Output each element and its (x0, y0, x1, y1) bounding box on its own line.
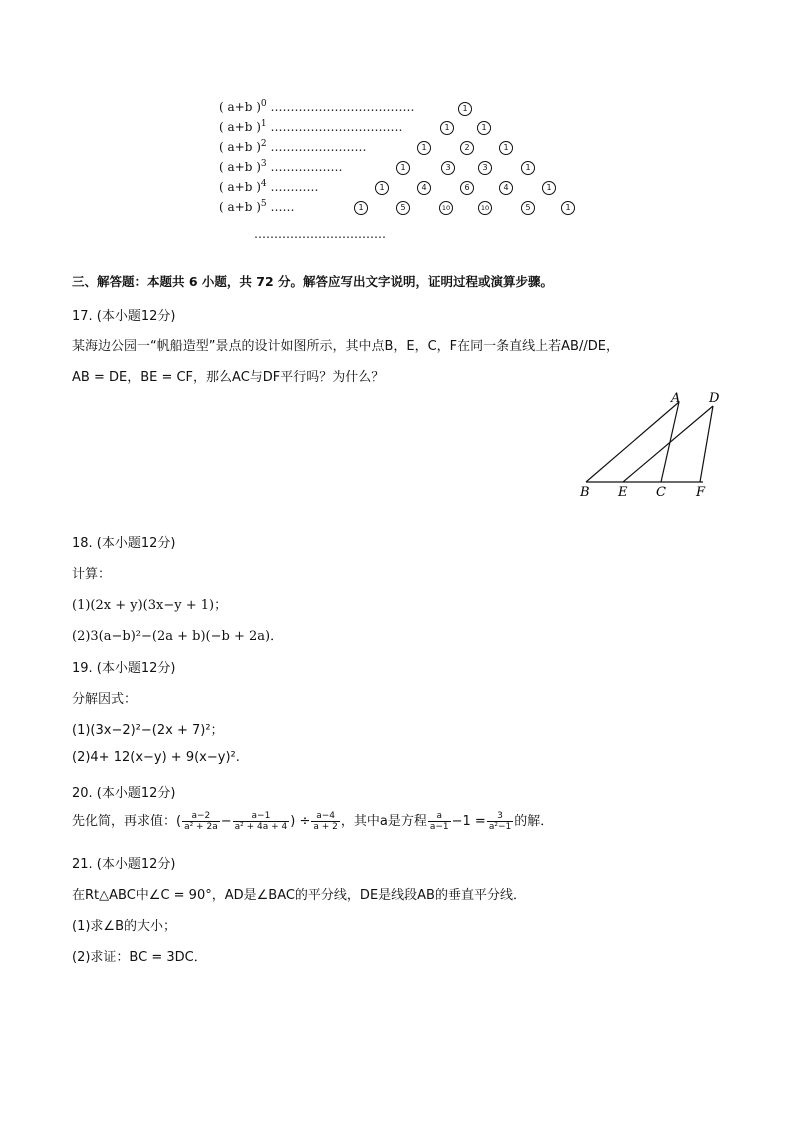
coeff-circle: 1 (396, 161, 410, 175)
triangle-row-4: ( a+b )$^4$ ………… (219, 179, 319, 194)
q21-header: 21. (本小题12分) (72, 857, 176, 872)
coeff-circle: 1 (417, 141, 431, 155)
coeff-circle: 4 (417, 181, 431, 195)
point-label-f: F (696, 485, 706, 500)
q19-header: 19. (本小题12分) (72, 661, 176, 676)
coeff-circle: 10 (439, 201, 453, 215)
q18-part1: (1)(2x + y)(3x−y + 1)； (72, 598, 228, 613)
fraction: $\frac{a-2}{\text{a² + 2a}}$ (184, 811, 218, 832)
triangle-row-2: ( a+b )$^2$ …………………… (219, 139, 367, 154)
q17-line2: AB = DE，BE = CF，那么AC与DF平行吗？为什么？ (72, 370, 385, 385)
segment-ed (623, 406, 713, 482)
coeff-circle: 5 (396, 201, 410, 215)
coeff-circle: 10 (478, 201, 492, 215)
coeff-circle: 1 (477, 121, 491, 135)
coeff-circle: 3 (441, 161, 455, 175)
point-label-b: B (580, 485, 590, 500)
triangle-row-3: ( a+b )$^3$ ……………… (219, 159, 343, 174)
q19-intro: 分解因式： (72, 692, 138, 707)
q21-part1: (1)求∠B的大小； (72, 919, 176, 934)
coeff-circle: 1 (499, 141, 513, 155)
coeff-circle: 1 (458, 102, 472, 116)
triangle-row-0: ( a+b )$^0$ ……………………………… (219, 99, 415, 114)
q18-header: 18. (本小题12分) (72, 536, 176, 551)
q17-header: 17. (本小题12分) (72, 309, 176, 324)
fraction: $\frac{3}{\text{a²−1}}$ (488, 811, 512, 832)
point-label-d: D (709, 391, 720, 406)
fraction: $\frac{a-4}{a + 2}$ (313, 811, 338, 832)
coeff-circle: 1 (521, 161, 535, 175)
triangle-row-5: ( a+b )$^5$ …… (219, 199, 295, 214)
coeff-circle: 3 (478, 161, 492, 175)
coeff-circle: 6 (460, 181, 474, 195)
fraction: $\frac{a-1}{\text{a² + 4a + 4}}$ (234, 811, 288, 832)
coeff-circle: 1 (542, 181, 556, 195)
coeff-circle: 5 (521, 201, 535, 215)
row-dots: ……………………………… (270, 100, 415, 114)
section-title: 三、解答题：本题共 6 小题，共 72 分。解答应写出文字说明，证明过程或演算步骤。 (72, 274, 554, 289)
segment-ba (586, 402, 679, 482)
segment-df (700, 406, 713, 482)
triangle-trailing-dots: …………………………… (254, 227, 386, 241)
q21-part2: (2)求证：BC = 3DC． (72, 950, 207, 965)
point-label-e: E (618, 485, 628, 500)
coeff-circle: 1 (561, 201, 575, 215)
q17-figure (570, 385, 730, 505)
coeff-circle: 1 (440, 121, 454, 135)
coeff-circle: 1 (375, 181, 389, 195)
q19-part1: (1)(3x−2)²−(2x + 7)²； (72, 723, 224, 738)
point-label-a: A (671, 391, 681, 406)
q17-line1: 某海边公园一“帆船造型”景点的设计如图所示，其中点B，E，C，F在同一条直线上若AB//DE， (72, 339, 619, 354)
q20-body: 先化简，再求值：( $\frac{a-2}{\text{a² + 2a}}$ − $\frac{a-1}{\text{a² + 4a + 4}}$ ) ÷ $\frac{a-4}{a + 2}$ ，其中a是方程 $\frac{a}{a-1}$ −1 = $\frac{3}{\text{a²−1}}$ 的解． (72, 811, 554, 832)
coeff-circle: 4 (499, 181, 513, 195)
fraction: $\frac{a}{a-1}$ (429, 811, 449, 832)
q18-part2: (2)3(a−b)²−(2a + b)(−b + 2a)． (72, 629, 284, 644)
point-label-c: C (656, 485, 666, 500)
triangle-row-1: ( a+b )$^1$ …………………………… (219, 119, 403, 134)
q19-part2: (2)4+ 12(x−y) + 9(x−y)². (72, 750, 240, 765)
q21-line1: 在Rt△ABC中∠C = 90°，AD是∠BAC的平分线，DE是线段AB的垂直平分线． (72, 888, 526, 903)
row-label: ( a+b ) (219, 100, 261, 114)
q18-intro: 计算： (72, 567, 112, 582)
q20-header: 20. (本小题12分) (72, 786, 176, 801)
coeff-circle: 2 (460, 141, 474, 155)
coeff-circle: 1 (354, 201, 368, 215)
